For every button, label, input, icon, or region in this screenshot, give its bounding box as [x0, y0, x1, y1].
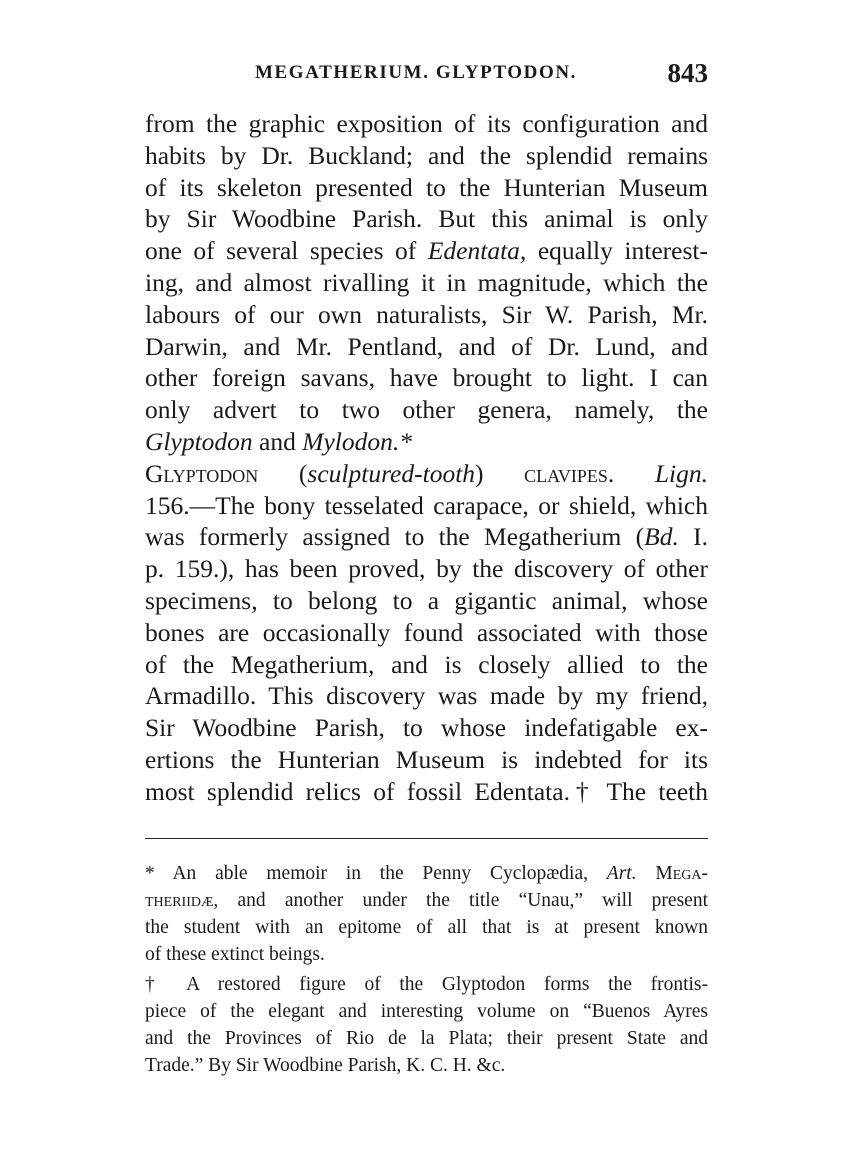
italic-term: Edentata,: [427, 236, 527, 266]
text-segment: ): [475, 458, 525, 488]
text-segment: one of several species of: [145, 236, 428, 266]
footnotes: [145, 860, 708, 1079]
italic-term: Lign.: [654, 458, 708, 488]
text-segment: (: [258, 458, 308, 488]
text-line: from the graphic exposition of its configuration and: [145, 109, 708, 138]
footnote-2: [145, 971, 708, 1079]
footnote-line: † A restored figure of the Glyptodon forms the frontis-: [145, 974, 708, 995]
text-line: ing, and almost rivalling it in magnitude, which the: [145, 267, 708, 297]
text-line: of the Megatherium, and is closely allied to the: [145, 649, 708, 679]
text-line: specimens, to belong to a gigantic animal, whose: [145, 585, 708, 615]
italic-term: Mylodon.*: [302, 426, 413, 456]
text-line: only advert to two other genera, namely, the: [145, 395, 708, 425]
footnote-divider: [145, 838, 708, 839]
footnote-line: the student with an epitome of all that is at present known: [145, 917, 708, 938]
text-line: of its skeleton presented to the Hunterian Museum: [145, 172, 708, 202]
text-line: habits by Dr. Buckland; and the splendid remains: [145, 140, 708, 170]
text-segment: and another under the title “Unau,” will present: [218, 890, 708, 911]
text-segment: and: [252, 426, 303, 456]
text-line: Armadillo. This discovery was made by my friend,: [145, 681, 708, 711]
italic-term: Bd.: [644, 522, 679, 552]
small-caps-term: clavipes.: [524, 458, 615, 488]
small-caps-term: Mega-: [636, 863, 708, 884]
text-line: other foreign savans, have brought to light. I can: [145, 363, 708, 393]
text-segment: * An able memoir in the Penny Cyclopædia,: [145, 863, 607, 884]
italic-term: Glyptodon: [145, 426, 253, 456]
text-segment: was formerly assigned to the Megatherium (: [145, 522, 645, 552]
page-number: 843: [667, 58, 708, 88]
text-line: 156.—The bony tesselated carapace, or shield, which: [145, 490, 708, 520]
text-line: [145, 426, 708, 458]
text-line: ertions the Hunterian Museum is indebted for its: [145, 744, 708, 774]
footnote-line: Trade.” By Sir Woodbine Parish, K. C. H. &c.: [145, 1055, 506, 1076]
running-title: MEGATHERIUM. GLYPTODON.: [255, 62, 578, 83]
text-line: by Sir Woodbine Parish. But this animal is only: [145, 204, 708, 234]
footnote-1: [145, 860, 708, 968]
small-caps-term: theriidæ,: [145, 890, 219, 911]
page-header: [145, 58, 708, 92]
footnote-line: piece of the elegant and interesting volume on “Buenos Ayres: [145, 1001, 708, 1022]
footnote-line: and the Provinces of Rio de la Plata; their present State and: [145, 1028, 708, 1049]
footnote-line: of these extinct beings.: [145, 944, 325, 965]
footnote-line: [145, 887, 708, 914]
text-line: p. 159.), has been proved, by the discovery of other: [145, 554, 708, 584]
text-line: bones are occasionally found associated with those: [145, 617, 708, 647]
text-line: [145, 521, 708, 553]
text-segment: [614, 459, 655, 488]
text-segment: equally interest-: [526, 236, 708, 266]
text-line: [145, 235, 708, 267]
italic-term: Art.: [606, 863, 637, 884]
text-line: Sir Woodbine Parish, to whose indefatigable ex-: [145, 713, 708, 743]
text-line: Darwin, and Mr. Pentland, and of Dr. Lund, and: [145, 331, 708, 361]
body-text: [145, 108, 708, 808]
text-segment: I.: [678, 522, 708, 552]
text-line: [145, 458, 708, 490]
footnote-line: [145, 860, 708, 887]
small-caps-term: Glyptodon: [145, 458, 259, 488]
text-line: most splendid relics of fossil Edentata.† The teeth: [145, 776, 708, 806]
text-line: labours of our own naturalists, Sir W. Parish, Mr.: [145, 299, 708, 329]
italic-term: sculptured-tooth: [307, 458, 476, 488]
